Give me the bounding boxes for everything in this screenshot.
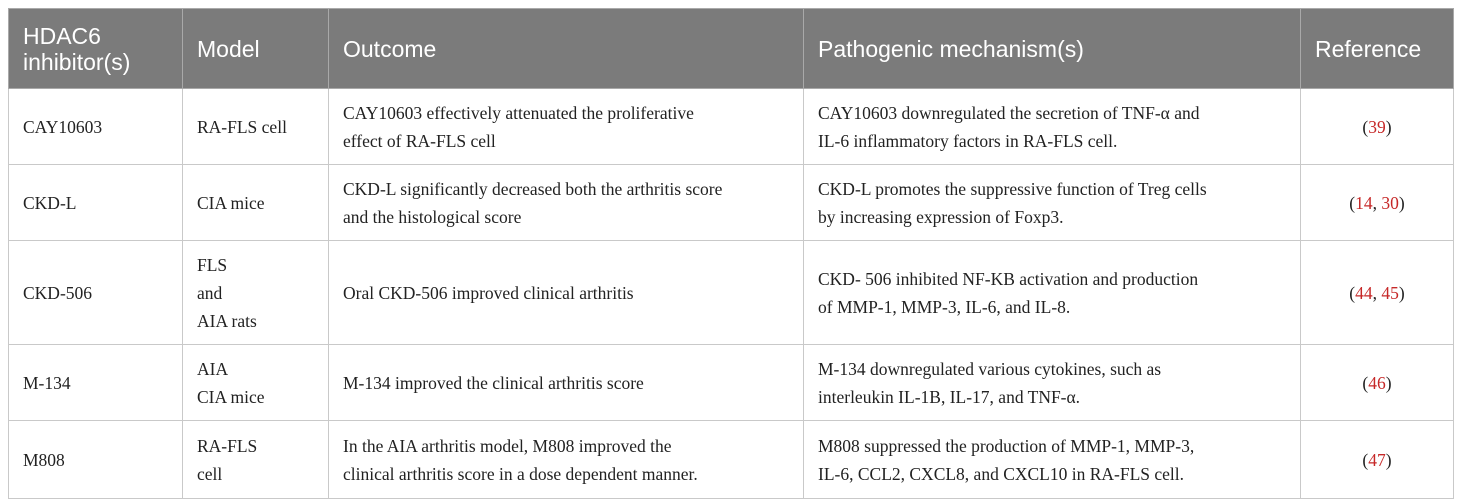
mechanism-line: interleukin IL-1B, IL-17, and TNF-α.: [818, 386, 1081, 407]
outcome-line: CAY10603 effectively attenuated the proliferative: [343, 102, 694, 123]
model-line: and: [197, 282, 223, 303]
table-row: [9, 421, 1454, 499]
outcome-cell: [329, 345, 804, 421]
mechanism-line: M808 suppressed the production of MMP-1, MMP-3,: [818, 435, 1195, 456]
table-row: [9, 89, 1454, 165]
inhibitor-cell: CKD-L: [9, 165, 183, 241]
table-row: [9, 165, 1454, 241]
model-cell: [183, 345, 329, 421]
reference-link[interactable]: 45: [1381, 282, 1399, 303]
reference-link[interactable]: 30: [1381, 192, 1399, 213]
outcome-line: Oral CKD-506 improved clinical arthritis: [343, 282, 634, 303]
mechanism-line: of MMP-1, MMP-3, IL-6, and IL-8.: [818, 296, 1071, 317]
mechanism-cell: [804, 421, 1301, 499]
outcome-line: In the AIA arthritis model, M808 improved the: [343, 435, 672, 456]
mechanism-line: CAY10603 downregulated the secretion of TNF-α and: [818, 102, 1200, 123]
mechanism-cell: [804, 241, 1301, 345]
model-cell: [183, 241, 329, 345]
outcome-cell: [329, 421, 804, 499]
reference-cell: (47): [1301, 421, 1454, 499]
mechanism-cell: [804, 345, 1301, 421]
header-model: Model: [183, 9, 329, 89]
outcome-line: effect of RA-FLS cell: [343, 130, 496, 151]
mechanism-line: IL-6, CCL2, CXCL8, and CXCL10 in RA-FLS cell.: [818, 463, 1185, 484]
outcome-cell: [329, 89, 804, 165]
header-inhibitor: [9, 9, 183, 89]
table-row: [9, 345, 1454, 421]
model-cell: [183, 165, 329, 241]
reference-link[interactable]: 44: [1355, 282, 1373, 303]
mechanism-line: M-134 downregulated various cytokines, such as: [818, 358, 1162, 379]
mechanism-cell: [804, 89, 1301, 165]
hdac6-inhibitor-table: [8, 8, 1454, 499]
reference-cell: (39): [1301, 89, 1454, 165]
outcome-line: and the histological score: [343, 206, 522, 227]
inhibitor-cell: CKD-506: [9, 241, 183, 345]
reference-link[interactable]: 39: [1368, 116, 1386, 137]
outcome-line: M-134 improved the clinical arthritis score: [343, 372, 644, 393]
model-cell: [183, 89, 329, 165]
reference-link[interactable]: 14: [1355, 192, 1373, 213]
inhibitor-cell: M808: [9, 421, 183, 499]
reference-link[interactable]: 46: [1368, 372, 1386, 393]
reference-cell: (46): [1301, 345, 1454, 421]
header-outcome: Outcome: [329, 9, 804, 89]
outcome-line: clinical arthritis score in a dose dependent manner.: [343, 463, 698, 484]
model-line: RA-FLS: [197, 435, 258, 456]
reference-cell: (14, 30): [1301, 165, 1454, 241]
table-header-row: [9, 9, 1454, 89]
mechanism-line: by increasing expression of Foxp3.: [818, 206, 1064, 227]
header-reference: Reference: [1301, 9, 1454, 89]
model-line: CIA mice: [197, 386, 265, 407]
outcome-cell: [329, 165, 804, 241]
reference-link[interactable]: 47: [1368, 449, 1386, 470]
inhibitor-cell: CAY10603: [9, 89, 183, 165]
model-line: AIA: [197, 358, 229, 379]
model-line: CIA mice: [197, 192, 265, 213]
model-line: FLS: [197, 254, 228, 275]
inhibitor-cell: M-134: [9, 345, 183, 421]
mechanism-line: CKD- 506 inhibited NF-KB activation and production: [818, 268, 1199, 289]
outcome-cell: [329, 241, 804, 345]
header-inhibitor-line-1: HDAC6: [23, 22, 101, 49]
model-line: AIA rats: [197, 310, 257, 331]
model-line: RA-FLS cell: [197, 116, 287, 137]
mechanism-line: IL-6 inflammatory factors in RA-FLS cell.: [818, 130, 1118, 151]
header-inhibitor-line-2: inhibitor(s): [23, 48, 131, 75]
outcome-line: CKD-L significantly decreased both the arthritis score: [343, 178, 723, 199]
reference-cell: (44, 45): [1301, 241, 1454, 345]
header-mechanism: Pathogenic mechanism(s): [804, 9, 1301, 89]
mechanism-line: CKD-L promotes the suppressive function of Treg cells: [818, 178, 1207, 199]
model-line: cell: [197, 463, 223, 484]
mechanism-cell: [804, 165, 1301, 241]
table-row: [9, 241, 1454, 345]
model-cell: [183, 421, 329, 499]
